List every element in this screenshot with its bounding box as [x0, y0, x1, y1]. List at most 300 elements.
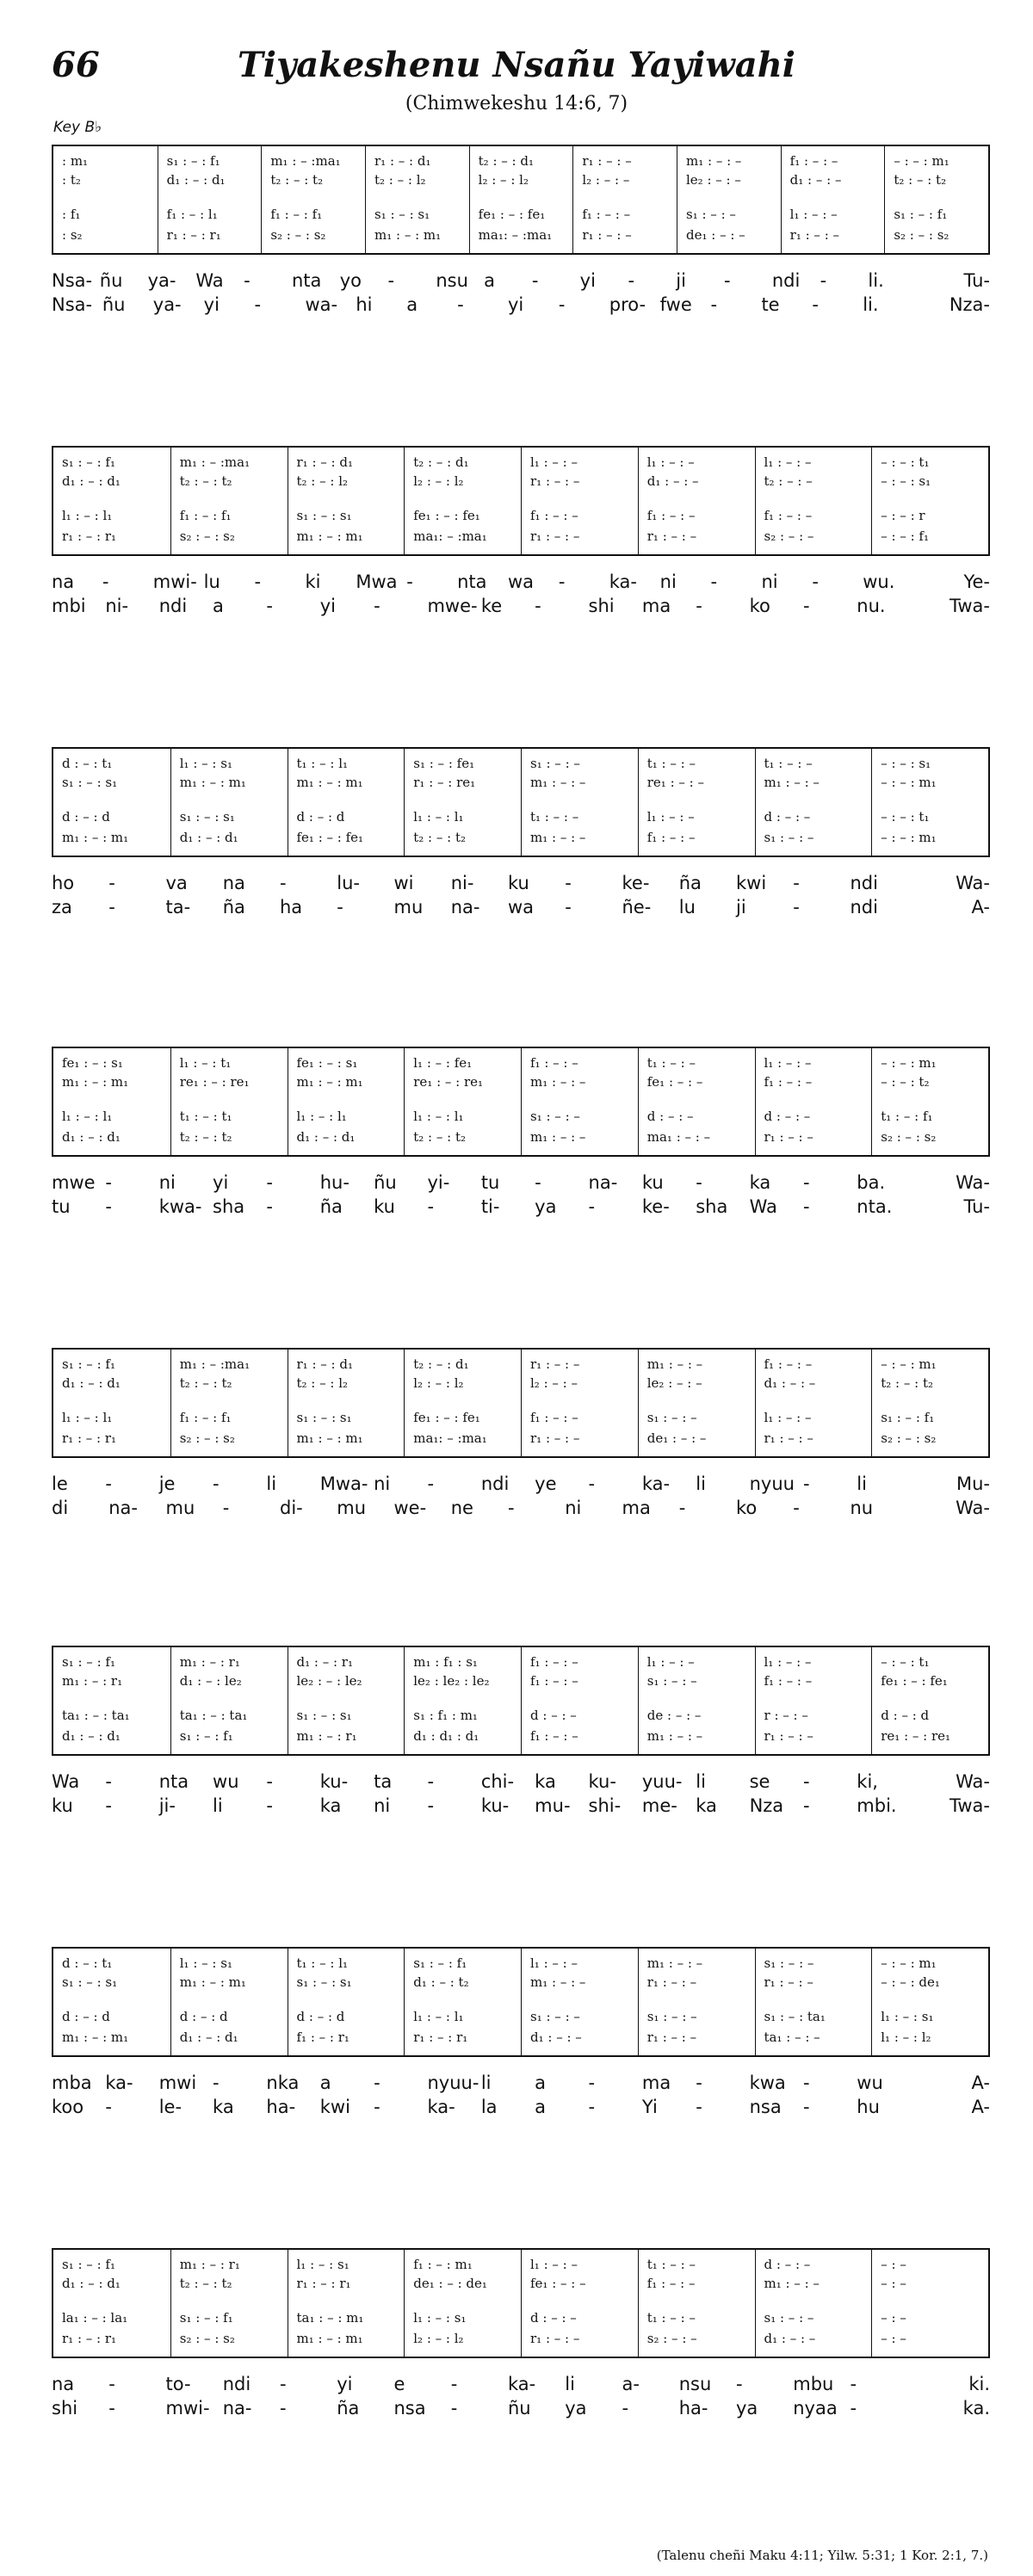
- voice-part-notes: s₁ : – : f₁: [179, 2310, 233, 2326]
- lyric-syllable: kwi: [736, 873, 767, 893]
- lyric-syllable: nta: [457, 571, 487, 592]
- lyric-syllable: Wa-: [956, 1771, 990, 1792]
- voice-part-notes: s₁ : – : f₁: [62, 1356, 115, 1372]
- lyric-syllable: -: [628, 270, 635, 291]
- lyric-syllable: le-: [158, 2097, 182, 2117]
- voice-part-notes: t₂ : – : t₂: [179, 473, 232, 489]
- voice-part-notes: m₁ : – : –: [764, 775, 820, 790]
- lyric-syllable: Mu-: [956, 1473, 990, 1494]
- lyric-syllable: tu: [52, 1196, 71, 1217]
- hymn-title: Tiyakeshenu Nsañu Yayiwahi: [238, 45, 795, 85]
- voice-part-notes: m₁ : – : m₁: [296, 1074, 363, 1090]
- lyric-syllable: ka: [535, 1771, 556, 1792]
- voice-part-notes: d₁ : – : –: [764, 2331, 816, 2346]
- lyric-syllable: wu: [857, 2073, 883, 2093]
- lyric-syllable: ku-: [480, 1795, 510, 1816]
- voice-part-notes: – : – : t₂: [881, 1074, 930, 1090]
- lyric-syllable: ni-: [450, 873, 474, 893]
- lyric-syllable: je: [158, 1473, 176, 1494]
- lyric-syllable: ki: [305, 571, 321, 592]
- voice-part-notes: re₁ : – : re₁: [881, 1728, 951, 1744]
- voice-part-notes: s₁ : – : f₁: [62, 2257, 115, 2272]
- lyric-syllable: Tu-: [963, 270, 990, 291]
- voice-part-notes: t₂ : – : t₂: [179, 1129, 232, 1145]
- voice-part-notes: le₂ : – : –: [646, 1375, 702, 1391]
- lyric-syllable: ti-: [480, 1196, 500, 1217]
- scripture-reference: (Chimwekeshu 14:6, 7): [405, 93, 628, 114]
- lyric-syllable: -: [427, 1473, 435, 1494]
- lyric-syllable: yi: [579, 270, 596, 291]
- lyrics-block: [52, 1771, 990, 1819]
- voice-part-notes: fe₁ : – : fe₁: [478, 207, 546, 222]
- voice-part-notes: s₁ : – : –: [530, 2009, 580, 2024]
- music-system: [52, 2248, 990, 2422]
- lyric-syllable: -: [710, 294, 718, 315]
- measure: [170, 1350, 288, 1456]
- lyric-syllable: na-: [588, 1172, 618, 1193]
- voice-part-notes: – : – : m₁: [881, 1055, 937, 1071]
- voice-part-notes: l₁ : – : l₂: [881, 2029, 931, 2045]
- voice-part-notes: d₁ : – : d₁: [179, 2029, 238, 2045]
- lyric-syllable: -: [678, 1498, 686, 1518]
- voice-part-notes: r₁ : – : r₁: [296, 2276, 351, 2291]
- lyric-syllable: ña: [222, 897, 245, 917]
- lyric-syllable: Wa-: [956, 873, 990, 893]
- voice-part-notes: d₁ : – : d₁: [62, 473, 121, 489]
- voice-part-notes: d : – : –: [764, 1109, 811, 1124]
- lyric-syllable: di: [52, 1498, 69, 1518]
- voice-part-notes: r₁ : – : –: [646, 2029, 697, 2045]
- voice-part-notes: r₁ : – : r₁: [62, 528, 117, 544]
- measure: [638, 1949, 755, 2055]
- lyric-syllable: -: [802, 2073, 810, 2093]
- lyric-syllable: ñe-: [622, 897, 652, 917]
- voice-part-notes: s₁ : – : –: [530, 1109, 580, 1124]
- lyric-syllable: ji-: [158, 1795, 176, 1816]
- voice-part-notes: f₁ : – : –: [764, 1673, 813, 1689]
- lyric-syllable: li.: [868, 270, 884, 291]
- voice-part-notes: ta₁ : – : ta₁: [179, 1708, 248, 1723]
- lyric-syllable: ndi: [222, 2374, 251, 2394]
- voice-part-notes: l₁ : – : l₁: [413, 2009, 464, 2024]
- voice-part-notes: d₁ : – : r₁: [296, 1654, 353, 1670]
- lyric-syllable: -: [374, 596, 380, 616]
- lyric-syllable: -: [802, 1795, 810, 1816]
- voice-part-notes: d : – : –: [646, 1109, 694, 1124]
- key-signature: Key B♭: [53, 119, 102, 136]
- voice-part-notes: r₁ : – : r₁: [413, 2029, 468, 2045]
- lyric-syllable: mu-: [535, 1795, 571, 1816]
- lyric-syllable: ne: [450, 1498, 473, 1518]
- lyric-syllable: ya: [565, 2398, 587, 2418]
- lyric-syllable: ka-: [427, 2097, 455, 2117]
- voice-part-notes: ta₁ : – : ta₁: [62, 1708, 130, 1723]
- measure: [365, 146, 469, 253]
- lyric-syllable: ña: [678, 873, 702, 893]
- voice-part-notes: d₁ : – : –: [764, 1375, 816, 1391]
- voice-part-notes: – : – : m₁: [881, 775, 937, 790]
- lyric-syllable: -: [710, 571, 718, 592]
- lyric-syllable: ke-: [641, 1196, 670, 1217]
- lyric-syllable: -: [820, 270, 827, 291]
- lyric-syllable: pro-: [609, 294, 646, 315]
- lyric-syllable: -: [108, 897, 115, 917]
- lyric-syllable: koo: [52, 2097, 84, 2117]
- lyric-syllable: -: [812, 294, 819, 315]
- voice-part-notes: s₂ : – : –: [646, 2331, 697, 2346]
- voice-part-notes: f₁ : – : –: [764, 1074, 813, 1090]
- voice-part-notes: f₁ : – : m₁: [413, 2257, 473, 2272]
- lyric-syllable: -: [457, 294, 464, 315]
- lyric-line: [52, 596, 990, 620]
- voice-part-notes: d : – : d: [62, 809, 110, 825]
- lyric-syllable: -: [588, 2097, 596, 2117]
- voice-part-notes: t₁ : – : –: [646, 1055, 696, 1071]
- lyric-syllable: ta-: [165, 897, 191, 917]
- lyric-syllable: -: [588, 1473, 596, 1494]
- measure: [521, 1949, 638, 2055]
- voice-part-notes: l₁ : – : s₁: [881, 2009, 934, 2024]
- music-system: [52, 145, 990, 318]
- lyric-syllable: yi: [213, 1172, 229, 1193]
- voice-part-notes: d₁ : – : –: [789, 172, 842, 188]
- lyric-syllable: -: [266, 596, 273, 616]
- measure: [53, 749, 170, 856]
- voice-part-notes: r₁ : – : d₁: [296, 1356, 353, 1372]
- voice-part-notes: fe₁ : – : –: [530, 2276, 586, 2291]
- solfa-staff: [52, 2248, 990, 2358]
- lyric-syllable: -: [213, 1473, 220, 1494]
- measure: [170, 1048, 288, 1155]
- lyric-syllable: ndi: [850, 873, 878, 893]
- lyric-syllable: na-: [450, 897, 480, 917]
- voice-part-notes: ta₁ : – : –: [764, 2029, 820, 2045]
- lyric-syllable: A-: [971, 897, 990, 917]
- voice-part-notes: f₁ : – : –: [530, 1654, 578, 1670]
- lyric-syllable: lu: [203, 571, 220, 592]
- lyrics-block: [52, 571, 990, 620]
- music-system: [52, 747, 990, 921]
- measure: [288, 1350, 405, 1456]
- lyric-syllable: -: [850, 2398, 857, 2418]
- voice-part-notes: d₁ : – : d₁: [179, 830, 238, 845]
- lyric-syllable: nta.: [857, 1196, 893, 1217]
- lyric-syllable: chi-: [480, 1771, 515, 1792]
- lyric-syllable: mwe-: [427, 596, 478, 616]
- voice-part-notes: d₁ : – : d₁: [166, 172, 226, 188]
- voice-part-notes: f₁ : – : –: [764, 508, 813, 523]
- voice-part-notes: l₂ : – : –: [530, 1375, 578, 1391]
- voice-part-notes: f₁ : – : f₁: [179, 1410, 232, 1425]
- voice-part-notes: s₁ : – : –: [764, 830, 814, 845]
- lyric-syllable: mwi-: [165, 2398, 210, 2418]
- lyric-syllable: -: [450, 2398, 458, 2418]
- voice-part-notes: s₁ : – : fe₁: [413, 756, 475, 771]
- voice-part-notes: r₁ : – : re₁: [413, 775, 476, 790]
- lyric-syllable: -: [565, 873, 572, 893]
- lyric-syllable: mbi.: [857, 1795, 897, 1816]
- voice-part-notes: m₁ : – : –: [646, 1728, 703, 1744]
- measure: [404, 749, 521, 856]
- music-system: [52, 1947, 990, 2121]
- lyric-syllable: te: [761, 294, 780, 315]
- voice-part-notes: m₁ : – : –: [530, 775, 586, 790]
- lyric-syllable: ma: [622, 1498, 651, 1518]
- voice-part-notes: s₁ : – : –: [646, 1673, 697, 1689]
- voice-part-notes: d : – : d: [296, 809, 345, 825]
- lyric-line: [52, 294, 990, 318]
- lyric-syllable: -: [696, 1172, 702, 1193]
- lyric-syllable: -: [280, 873, 287, 893]
- lyric-syllable: -: [254, 294, 262, 315]
- voice-part-notes: s₁ : – : f₁: [62, 1654, 115, 1670]
- voice-part-notes: r₁ : – : r₁: [166, 227, 221, 243]
- voice-part-notes: t₂ : – : l₂: [296, 1375, 349, 1391]
- voice-part-notes: r₁ : – : –: [582, 227, 632, 243]
- voice-part-notes: m₁ : – : –: [530, 1129, 586, 1145]
- lyric-syllable: ni-: [105, 596, 129, 616]
- lyric-syllable: ya: [535, 1196, 557, 1217]
- lyric-syllable: nta: [291, 270, 322, 291]
- voice-part-notes: l₂ : – : l₂: [478, 172, 529, 188]
- measure: [871, 2250, 988, 2357]
- lyric-syllable: ya: [736, 2398, 758, 2418]
- lyric-syllable: ku-: [588, 1771, 616, 1792]
- lyric-syllable: yi: [203, 294, 220, 315]
- lyric-line: [52, 270, 990, 294]
- voice-part-notes: d₁ : – : d₁: [62, 1728, 121, 1744]
- lyric-syllable: to-: [165, 2374, 191, 2394]
- measure: [170, 749, 288, 856]
- lyric-syllable: ka: [696, 1795, 717, 1816]
- voice-part-notes: t₂ : – : t₂: [894, 172, 947, 188]
- voice-part-notes: m₁ : – : m₁: [62, 1074, 129, 1090]
- music-system: [52, 1646, 990, 1819]
- voice-part-notes: d₁ : d₁ : d₁: [413, 1728, 479, 1744]
- voice-part-notes: l₂ : – : l₂: [413, 2331, 464, 2346]
- measure: [755, 1048, 872, 1155]
- lyric-syllable: ñu: [99, 270, 123, 291]
- lyric-syllable: nu.: [857, 596, 886, 616]
- lyric-syllable: nka: [266, 2073, 300, 2093]
- lyric-syllable: ji: [676, 270, 686, 291]
- lyric-syllable: -: [622, 2398, 629, 2418]
- voice-part-notes: t₂ : – : l₂: [374, 172, 426, 188]
- voice-part-notes: f₁ : – : –: [530, 508, 578, 523]
- lyric-syllable: ki,: [857, 1771, 878, 1792]
- voice-part-notes: s₁ : – : ta₁: [764, 2009, 826, 2024]
- voice-part-notes: d₁ : – : d₁: [62, 1129, 121, 1145]
- footer-reference: (Talenu cheñi Maku 4:11; Yilw. 5:31; 1 Kor. 2:1, 7.): [656, 2548, 988, 2563]
- lyric-syllable: wa-: [305, 294, 338, 315]
- voice-part-notes: m₁ : – : m₁: [296, 775, 363, 790]
- voice-part-notes: r₁ : – : –: [646, 1974, 697, 1990]
- lyric-syllable: ke-: [622, 873, 650, 893]
- lyric-syllable: nsu: [436, 270, 468, 291]
- measure: [170, 2250, 288, 2357]
- voice-part-notes: t₂ : – : t₂: [179, 1375, 232, 1391]
- lyric-syllable: ni: [761, 571, 778, 592]
- lyric-syllable: -: [266, 1196, 273, 1217]
- lyric-syllable: ñu: [508, 2398, 531, 2418]
- voice-part-notes: s₂ : – : s₂: [881, 1129, 937, 1145]
- lyric-syllable: mu: [393, 897, 424, 917]
- lyric-syllable: -: [535, 1172, 541, 1193]
- voice-part-notes: – : – : s₁: [881, 473, 931, 489]
- lyric-syllable: -: [337, 897, 343, 917]
- lyric-syllable: Wa-: [956, 1172, 990, 1193]
- lyric-syllable: a: [484, 270, 495, 291]
- voice-part-notes: f₁ : – : f₁: [270, 207, 323, 222]
- voice-part-notes: l₁ : – : –: [789, 207, 838, 222]
- lyric-syllable: ka-: [105, 2073, 133, 2093]
- lyric-line: [52, 2374, 990, 2398]
- lyric-syllable: ka-: [641, 1473, 671, 1494]
- voice-part-notes: l₁ : – : –: [764, 1055, 812, 1071]
- lyric-syllable: sha: [696, 1196, 728, 1217]
- measure: [638, 1048, 755, 1155]
- lyric-syllable: na: [222, 873, 245, 893]
- measure: [755, 1949, 872, 2055]
- lyric-syllable: se: [749, 1771, 770, 1792]
- voice-part-notes: f₁ : – : –: [530, 1673, 578, 1689]
- voice-part-notes: m₁ : – :ma₁: [179, 454, 251, 470]
- voice-part-notes: f₁ : – : –: [582, 207, 631, 222]
- voice-part-notes: fe₁ : – : fe₁: [413, 1410, 480, 1425]
- voice-part-notes: f₁ : – : –: [530, 1410, 578, 1425]
- measure: [871, 1949, 988, 2055]
- lyric-syllable: ba.: [857, 1172, 886, 1193]
- measure: [288, 1647, 405, 1754]
- measure: [404, 448, 521, 554]
- lyrics-block: [52, 873, 990, 921]
- measure: [572, 146, 677, 253]
- lyric-syllable: -: [427, 1771, 435, 1792]
- voice-part-notes: f₁ : – : –: [530, 1055, 578, 1071]
- voice-part-notes: ma₁: – :ma₁: [413, 528, 487, 544]
- voice-part-notes: m₁ : – : m₁: [179, 775, 246, 790]
- voice-part-notes: l₁ : – : –: [646, 809, 695, 825]
- voice-part-notes: t₂ : – : t₂: [179, 2276, 232, 2291]
- lyric-syllable: nta: [158, 1771, 189, 1792]
- lyric-syllable: na-: [108, 1498, 139, 1518]
- voice-part-notes: : m₁: [62, 153, 89, 169]
- lyric-syllable: ki.: [968, 2374, 990, 2394]
- lyric-syllable: nsa: [749, 2097, 782, 2117]
- measure: [884, 146, 988, 253]
- lyric-syllable: li: [213, 1795, 223, 1816]
- lyric-syllable: -: [105, 1795, 112, 1816]
- voice-part-notes: d : – : –: [764, 809, 811, 825]
- measure: [404, 1949, 521, 2055]
- voice-part-notes: l₁ : – : t₁: [179, 1055, 232, 1071]
- lyric-syllable: nyuu-: [427, 2073, 479, 2093]
- voice-part-notes: m₁ : – : –: [646, 1955, 703, 1971]
- lyric-syllable: ku-: [319, 1771, 349, 1792]
- voice-part-notes: f₁ : – : f₁: [179, 508, 232, 523]
- lyric-syllable: sha: [213, 1196, 245, 1217]
- lyric-syllable: A-: [971, 2097, 990, 2117]
- lyric-syllable: -: [802, 2097, 810, 2117]
- voice-part-notes: s₁ : – : f₁: [881, 1410, 935, 1425]
- lyric-syllable: -: [802, 1473, 810, 1494]
- lyric-syllable: ma: [641, 596, 671, 616]
- lyric-syllable: Nsa-: [52, 294, 93, 315]
- lyric-line: [52, 1771, 990, 1795]
- voice-part-notes: r₁ : – : d₁: [296, 454, 353, 470]
- voice-part-notes: r₁ : – : –: [530, 1430, 580, 1446]
- voice-part-notes: l₁ : – : –: [764, 1654, 812, 1670]
- voice-part-notes: m₁ : – : m₁: [62, 830, 129, 845]
- lyric-syllable: ha: [280, 897, 303, 917]
- lyric-syllable: wi: [393, 873, 414, 893]
- lyric-syllable: -: [802, 596, 810, 616]
- voice-part-notes: d₁ : – : d₁: [296, 1129, 356, 1145]
- voice-part-notes: r : – : –: [764, 1708, 808, 1723]
- lyric-syllable: -: [108, 873, 115, 893]
- lyric-syllable: -: [850, 2374, 857, 2394]
- voice-part-notes: s₁ : – : f₁: [894, 207, 948, 222]
- voice-part-notes: – : – : m₁: [881, 830, 937, 845]
- lyric-syllable: va: [165, 873, 188, 893]
- measure: [53, 2250, 170, 2357]
- voice-part-notes: s₁ : – : f₁: [413, 1955, 467, 1971]
- voice-part-notes: s₁ : – : –: [646, 1410, 697, 1425]
- lyric-syllable: -: [558, 294, 566, 315]
- lyric-syllable: -: [406, 571, 413, 592]
- voice-part-notes: l₁ : – : l₁: [62, 1109, 113, 1124]
- lyric-syllable: ñu: [374, 1172, 397, 1193]
- voice-part-notes: d : – : t₁: [62, 756, 113, 771]
- voice-part-notes: s₂ : – : s₂: [179, 528, 235, 544]
- voice-part-notes: – : – : m₁: [881, 1356, 937, 1372]
- lyric-syllable: ña: [337, 2398, 360, 2418]
- measure: [521, 2250, 638, 2357]
- lyric-line: [52, 1196, 990, 1220]
- lyrics-block: [52, 270, 990, 318]
- lyric-syllable: ka-: [508, 2374, 536, 2394]
- lyric-syllable: yi: [319, 596, 337, 616]
- voice-part-notes: t₁ : – : –: [646, 756, 696, 771]
- voice-part-notes: – : – : m₁: [894, 153, 949, 169]
- measure: [638, 1350, 755, 1456]
- voice-part-notes: s₂ : – : s₂: [179, 2331, 235, 2346]
- measure: [638, 2250, 755, 2357]
- measure: [521, 749, 638, 856]
- voice-part-notes: r₁ : – : –: [530, 528, 580, 544]
- lyric-syllable: -: [105, 1771, 112, 1792]
- voice-part-notes: l₁ : – : l₁: [62, 508, 113, 523]
- voice-part-notes: l₁ : – : l₁: [296, 1109, 347, 1124]
- voice-part-notes: d : – : d: [62, 2009, 110, 2024]
- lyric-syllable: -: [802, 1771, 810, 1792]
- lyric-line: [52, 897, 990, 921]
- lyric-syllable: Ye-: [963, 571, 990, 592]
- lyric-syllable: na-: [222, 2398, 252, 2418]
- lyric-syllable: shi: [588, 596, 615, 616]
- voice-part-notes: m₁ : – :ma₁: [179, 1356, 251, 1372]
- lyric-syllable: shi-: [588, 1795, 622, 1816]
- lyric-syllable: -: [374, 2097, 380, 2117]
- voice-part-notes: r₁ : – : –: [530, 1356, 580, 1372]
- voice-part-notes: fe₁ : – : fe₁: [413, 508, 480, 523]
- voice-part-notes: t₂ : – : t₂: [413, 830, 467, 845]
- measure: [755, 1350, 872, 1456]
- lyric-syllable: mu: [337, 1498, 367, 1518]
- lyric-syllable: na: [52, 2374, 75, 2394]
- voice-part-notes: – : –: [881, 2276, 906, 2291]
- voice-part-notes: s₁ : – : f₁: [166, 153, 220, 169]
